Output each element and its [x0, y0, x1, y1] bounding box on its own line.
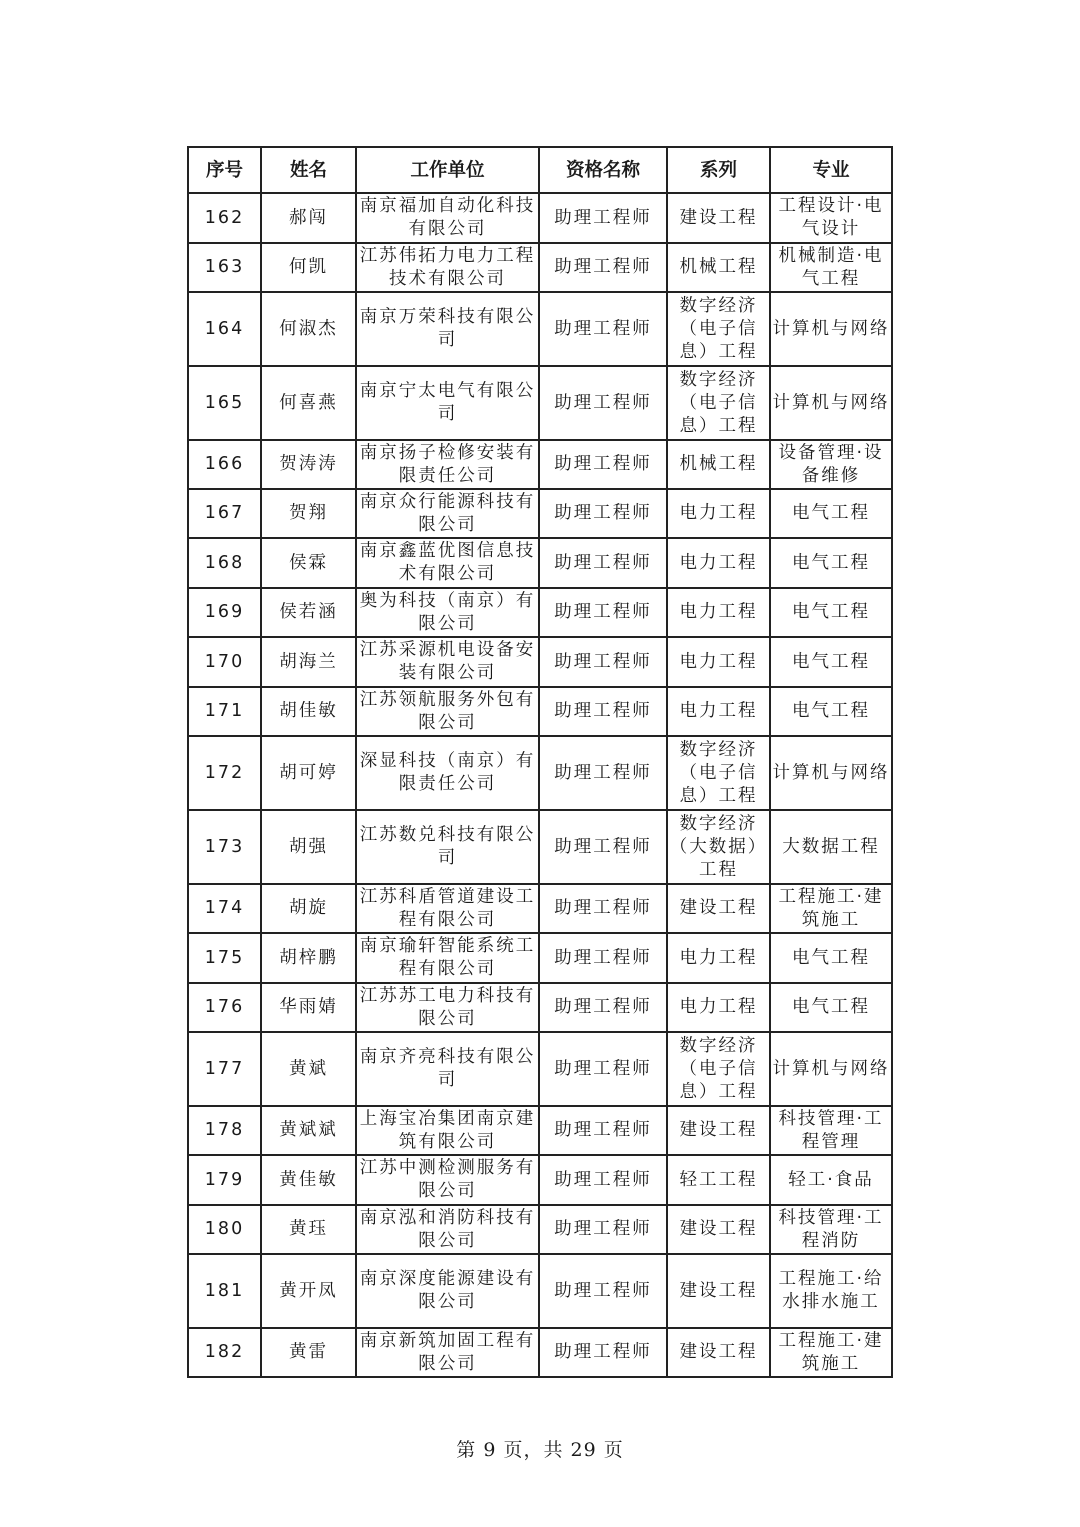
table-row	[188, 933, 892, 983]
table-row	[188, 1254, 892, 1328]
row-qualification: 助理工程师	[539, 637, 667, 687]
row-qualification: 助理工程师	[539, 1155, 667, 1205]
table-row	[188, 736, 892, 810]
row-major: 电气工程	[770, 538, 892, 588]
row-seq: 172	[188, 736, 261, 810]
row-qualification: 助理工程师	[539, 292, 667, 366]
row-series: 数字经济（大数据）工程	[667, 810, 770, 884]
qualification-table	[187, 146, 893, 1378]
row-series: 建设工程	[667, 1328, 770, 1377]
row-unit: 江苏采源机电设备安装有限公司	[356, 637, 539, 687]
row-qualification: 助理工程师	[539, 366, 667, 440]
table-row	[188, 243, 892, 292]
row-name: 贺翔	[261, 489, 356, 538]
row-name: 黄斌斌	[261, 1106, 356, 1155]
row-unit: 南京鑫蓝优图信息技术有限公司	[356, 538, 539, 588]
header-unit: 工作单位	[356, 147, 539, 193]
row-qualification: 助理工程师	[539, 243, 667, 292]
row-seq: 167	[188, 489, 261, 538]
row-unit: 南京齐亮科技有限公司	[356, 1032, 539, 1106]
row-series: 机械工程	[667, 440, 770, 489]
row-unit: 南京众行能源科技有限公司	[356, 489, 539, 538]
row-name: 黄斌	[261, 1032, 356, 1106]
header-major: 专业	[770, 147, 892, 193]
table-row	[188, 983, 892, 1032]
table-row	[188, 1106, 892, 1155]
row-major: 电气工程	[770, 983, 892, 1032]
row-unit: 南京新筑加固工程有限公司	[356, 1328, 539, 1377]
row-seq: 169	[188, 588, 261, 637]
row-qualification: 助理工程师	[539, 1106, 667, 1155]
row-series: 机械工程	[667, 243, 770, 292]
row-qualification: 助理工程师	[539, 810, 667, 884]
row-seq: 175	[188, 933, 261, 983]
row-name: 胡佳敏	[261, 687, 356, 736]
row-major: 计算机与网络	[770, 292, 892, 366]
row-name: 侯霖	[261, 538, 356, 588]
row-qualification: 助理工程师	[539, 1254, 667, 1328]
table-row	[188, 637, 892, 687]
row-name: 何淑杰	[261, 292, 356, 366]
row-major: 计算机与网络	[770, 736, 892, 810]
row-qualification: 助理工程师	[539, 1032, 667, 1106]
row-unit: 上海宝冶集团南京建筑有限公司	[356, 1106, 539, 1155]
row-seq: 181	[188, 1254, 261, 1328]
row-name: 黄开凤	[261, 1254, 356, 1328]
row-qualification: 助理工程师	[539, 884, 667, 933]
row-major: 机械制造·电气工程	[770, 243, 892, 292]
row-major: 设备管理·设备维修	[770, 440, 892, 489]
row-qualification: 助理工程师	[539, 588, 667, 637]
row-qualification: 助理工程师	[539, 983, 667, 1032]
row-qualification: 助理工程师	[539, 440, 667, 489]
table-row	[188, 538, 892, 588]
row-seq: 177	[188, 1032, 261, 1106]
row-series: 建设工程	[667, 1106, 770, 1155]
row-unit: 南京瑜轩智能系统工程有限公司	[356, 933, 539, 983]
row-seq: 176	[188, 983, 261, 1032]
row-unit: 南京万荣科技有限公司	[356, 292, 539, 366]
row-major: 计算机与网络	[770, 366, 892, 440]
table-row	[188, 588, 892, 637]
row-qualification: 助理工程师	[539, 538, 667, 588]
row-unit: 江苏领航服务外包有限公司	[356, 687, 539, 736]
row-series: 电力工程	[667, 538, 770, 588]
row-name: 何凯	[261, 243, 356, 292]
row-seq: 168	[188, 538, 261, 588]
row-major: 工程施工·给水排水施工	[770, 1254, 892, 1328]
table-row	[188, 366, 892, 440]
row-series: 电力工程	[667, 687, 770, 736]
row-unit: 江苏伟拓力电力工程技术有限公司	[356, 243, 539, 292]
row-qualification: 助理工程师	[539, 193, 667, 243]
row-name: 胡强	[261, 810, 356, 884]
row-major: 计算机与网络	[770, 1032, 892, 1106]
header-name: 姓名	[261, 147, 356, 193]
row-seq: 179	[188, 1155, 261, 1205]
header-seq: 序号	[188, 147, 261, 193]
row-name: 黄珏	[261, 1205, 356, 1254]
row-name: 胡可婷	[261, 736, 356, 810]
row-major: 科技管理·工程消防	[770, 1205, 892, 1254]
row-name: 黄雷	[261, 1328, 356, 1377]
row-unit: 江苏数兑科技有限公司	[356, 810, 539, 884]
row-major: 大数据工程	[770, 810, 892, 884]
table-row	[188, 440, 892, 489]
row-major: 电气工程	[770, 489, 892, 538]
row-seq: 174	[188, 884, 261, 933]
row-qualification: 助理工程师	[539, 1328, 667, 1377]
table-row	[188, 1155, 892, 1205]
row-unit: 南京福加自动化科技有限公司	[356, 193, 539, 243]
row-major: 电气工程	[770, 933, 892, 983]
row-major: 工程设计·电气设计	[770, 193, 892, 243]
row-series: 建设工程	[667, 1254, 770, 1328]
table-row	[188, 1032, 892, 1106]
row-seq: 173	[188, 810, 261, 884]
row-unit: 南京深度能源建设有限公司	[356, 1254, 539, 1328]
row-seq: 163	[188, 243, 261, 292]
row-series: 电力工程	[667, 588, 770, 637]
row-name: 华雨婧	[261, 983, 356, 1032]
table-row	[188, 292, 892, 366]
row-series: 数字经济（电子信息）工程	[667, 366, 770, 440]
row-series: 建设工程	[667, 884, 770, 933]
row-name: 胡旋	[261, 884, 356, 933]
header-qualification: 资格名称	[539, 147, 667, 193]
row-name: 胡梓鹏	[261, 933, 356, 983]
row-qualification: 助理工程师	[539, 736, 667, 810]
row-name: 黄佳敏	[261, 1155, 356, 1205]
row-major: 轻工·食品	[770, 1155, 892, 1205]
row-seq: 180	[188, 1205, 261, 1254]
row-series: 电力工程	[667, 983, 770, 1032]
row-series: 建设工程	[667, 1205, 770, 1254]
row-qualification: 助理工程师	[539, 687, 667, 736]
row-seq: 182	[188, 1328, 261, 1377]
row-series: 数字经济（电子信息）工程	[667, 1032, 770, 1106]
row-seq: 178	[188, 1106, 261, 1155]
row-series: 数字经济（电子信息）工程	[667, 292, 770, 366]
row-name: 郝闯	[261, 193, 356, 243]
row-series: 电力工程	[667, 637, 770, 687]
row-major: 电气工程	[770, 687, 892, 736]
row-name: 胡海兰	[261, 637, 356, 687]
table-row	[188, 489, 892, 538]
table-row	[188, 1205, 892, 1254]
table-row	[188, 1328, 892, 1377]
header-row	[188, 147, 892, 193]
page-footer: 第 9 页，共 29 页	[456, 1439, 624, 1461]
row-qualification: 助理工程师	[539, 489, 667, 538]
row-seq: 166	[188, 440, 261, 489]
row-major: 工程施工·建筑施工	[770, 884, 892, 933]
table-row	[188, 687, 892, 736]
row-seq: 164	[188, 292, 261, 366]
row-name: 何喜燕	[261, 366, 356, 440]
row-unit: 南京泓和消防科技有限公司	[356, 1205, 539, 1254]
row-series: 电力工程	[667, 489, 770, 538]
row-series: 电力工程	[667, 933, 770, 983]
header-series: 系列	[667, 147, 770, 193]
row-unit: 奥为科技（南京）有限公司	[356, 588, 539, 637]
row-unit: 江苏中测检测服务有限公司	[356, 1155, 539, 1205]
row-unit: 南京宁太电气有限公司	[356, 366, 539, 440]
row-major: 科技管理·工程管理	[770, 1106, 892, 1155]
row-series: 建设工程	[667, 193, 770, 243]
row-unit: 深显科技（南京）有限责任公司	[356, 736, 539, 810]
row-unit: 江苏苏工电力科技有限公司	[356, 983, 539, 1032]
row-unit: 南京扬子检修安装有限责任公司	[356, 440, 539, 489]
table-row	[188, 884, 892, 933]
row-major: 电气工程	[770, 588, 892, 637]
row-seq: 165	[188, 366, 261, 440]
row-seq: 162	[188, 193, 261, 243]
row-name: 贺涛涛	[261, 440, 356, 489]
row-major: 电气工程	[770, 637, 892, 687]
table-row	[188, 810, 892, 884]
row-seq: 170	[188, 637, 261, 687]
row-seq: 171	[188, 687, 261, 736]
row-series: 轻工工程	[667, 1155, 770, 1205]
row-series: 数字经济（电子信息）工程	[667, 736, 770, 810]
row-major: 工程施工·建筑施工	[770, 1328, 892, 1377]
row-qualification: 助理工程师	[539, 933, 667, 983]
row-name: 侯若涵	[261, 588, 356, 637]
table-row	[188, 193, 892, 243]
row-unit: 江苏科盾管道建设工程有限公司	[356, 884, 539, 933]
row-qualification: 助理工程师	[539, 1205, 667, 1254]
